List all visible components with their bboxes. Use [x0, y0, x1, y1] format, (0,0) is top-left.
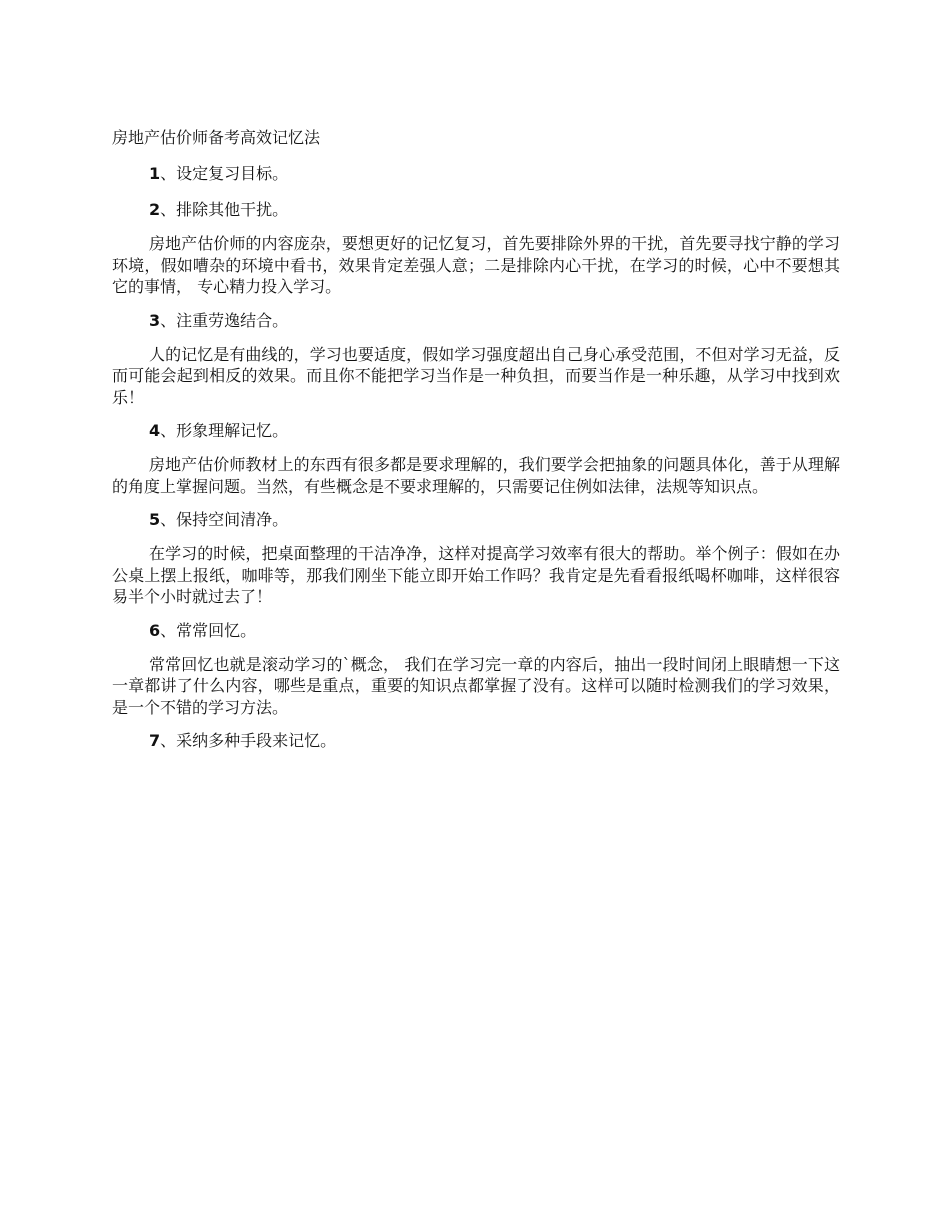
- section-paragraph-2: 房地产估价师的内容庞杂，要想更好的记忆复习，首先要排除外界的干扰，首先要寻找宁静的学习环境，假如嘈杂的环境中看书，效果肯定差强人意；二是排除内心干扰，在学习的时候，心中不要想其它的事情， 专心精力投入学习。: [112, 234, 840, 296]
- document-title: 房地产估价师备考高效记忆法: [112, 128, 321, 147]
- section-number: 2: [149, 200, 161, 219]
- section-number: 4: [149, 421, 161, 440]
- section-heading-4: [112, 418, 840, 444]
- section-paragraph-4: 房地产估价师教材上的东西有很多都是要求理解的，我们要学会把抽象的问题具体化，善于从理解的角度上掌握问题。当然，有些概念是不要求理解的，只需要记住例如法律，法规等知识点。: [112, 455, 840, 496]
- section-heading-text: 、形象理解记忆。: [160, 421, 289, 440]
- section-number: 5: [149, 510, 161, 529]
- document-page: [112, 125, 840, 764]
- section-heading-6: [112, 618, 840, 644]
- section-heading-text: 、采纳多种手段来记忆。: [160, 731, 337, 750]
- section-heading-text: 、常常回忆。: [160, 620, 257, 640]
- section-number: 1: [149, 164, 161, 183]
- section-number: 6: [149, 620, 161, 640]
- section-heading-2: [112, 197, 840, 223]
- section-number: 3: [149, 310, 161, 330]
- section-heading-text: 、注重劳逸结合。: [160, 310, 289, 330]
- section-heading-text: 、排除其他干扰。: [160, 200, 289, 219]
- section-paragraph-5: 在学习的时候，把桌面整理的干洁净净，这样对提高学习效率有很大的帮助。举个例子：假如在办公桌上摆上报纸，咖啡等，那我们刚坐下能立即开始工作吗？我肯定是先看看报纸喝杯咖啡，这样很容易半个小时就过去了！: [112, 544, 840, 606]
- section-heading-5: [112, 507, 840, 533]
- section-heading-text: 、设定复习目标。: [160, 164, 289, 183]
- section-heading-7: [112, 728, 840, 754]
- section-paragraph-3: 人的记忆是有曲线的，学习也要适度，假如学习强度超出自己身心承受范围，不但对学习无益，反而可能会起到相反的效果。而且你不能把学习当作是一种负担，而要当作是一种乐趣，从学习中找到欢乐！: [112, 344, 840, 407]
- section-paragraph-6: 常常回忆也就是滚动学习的`概念， 我们在学习完一章的内容后，抽出一段时间闭上眼睛想一下这一章都讲了什么内容，哪些是重点，重要的知识点都掌握了没有。这样可以随时检测我们的学习效果，是一个不错的学习方法。: [112, 654, 840, 717]
- section-heading-1: [112, 161, 840, 187]
- section-number: 7: [149, 731, 161, 750]
- section-heading-text: 、保持空间清净。: [160, 510, 289, 529]
- section-heading-3: [112, 308, 840, 334]
